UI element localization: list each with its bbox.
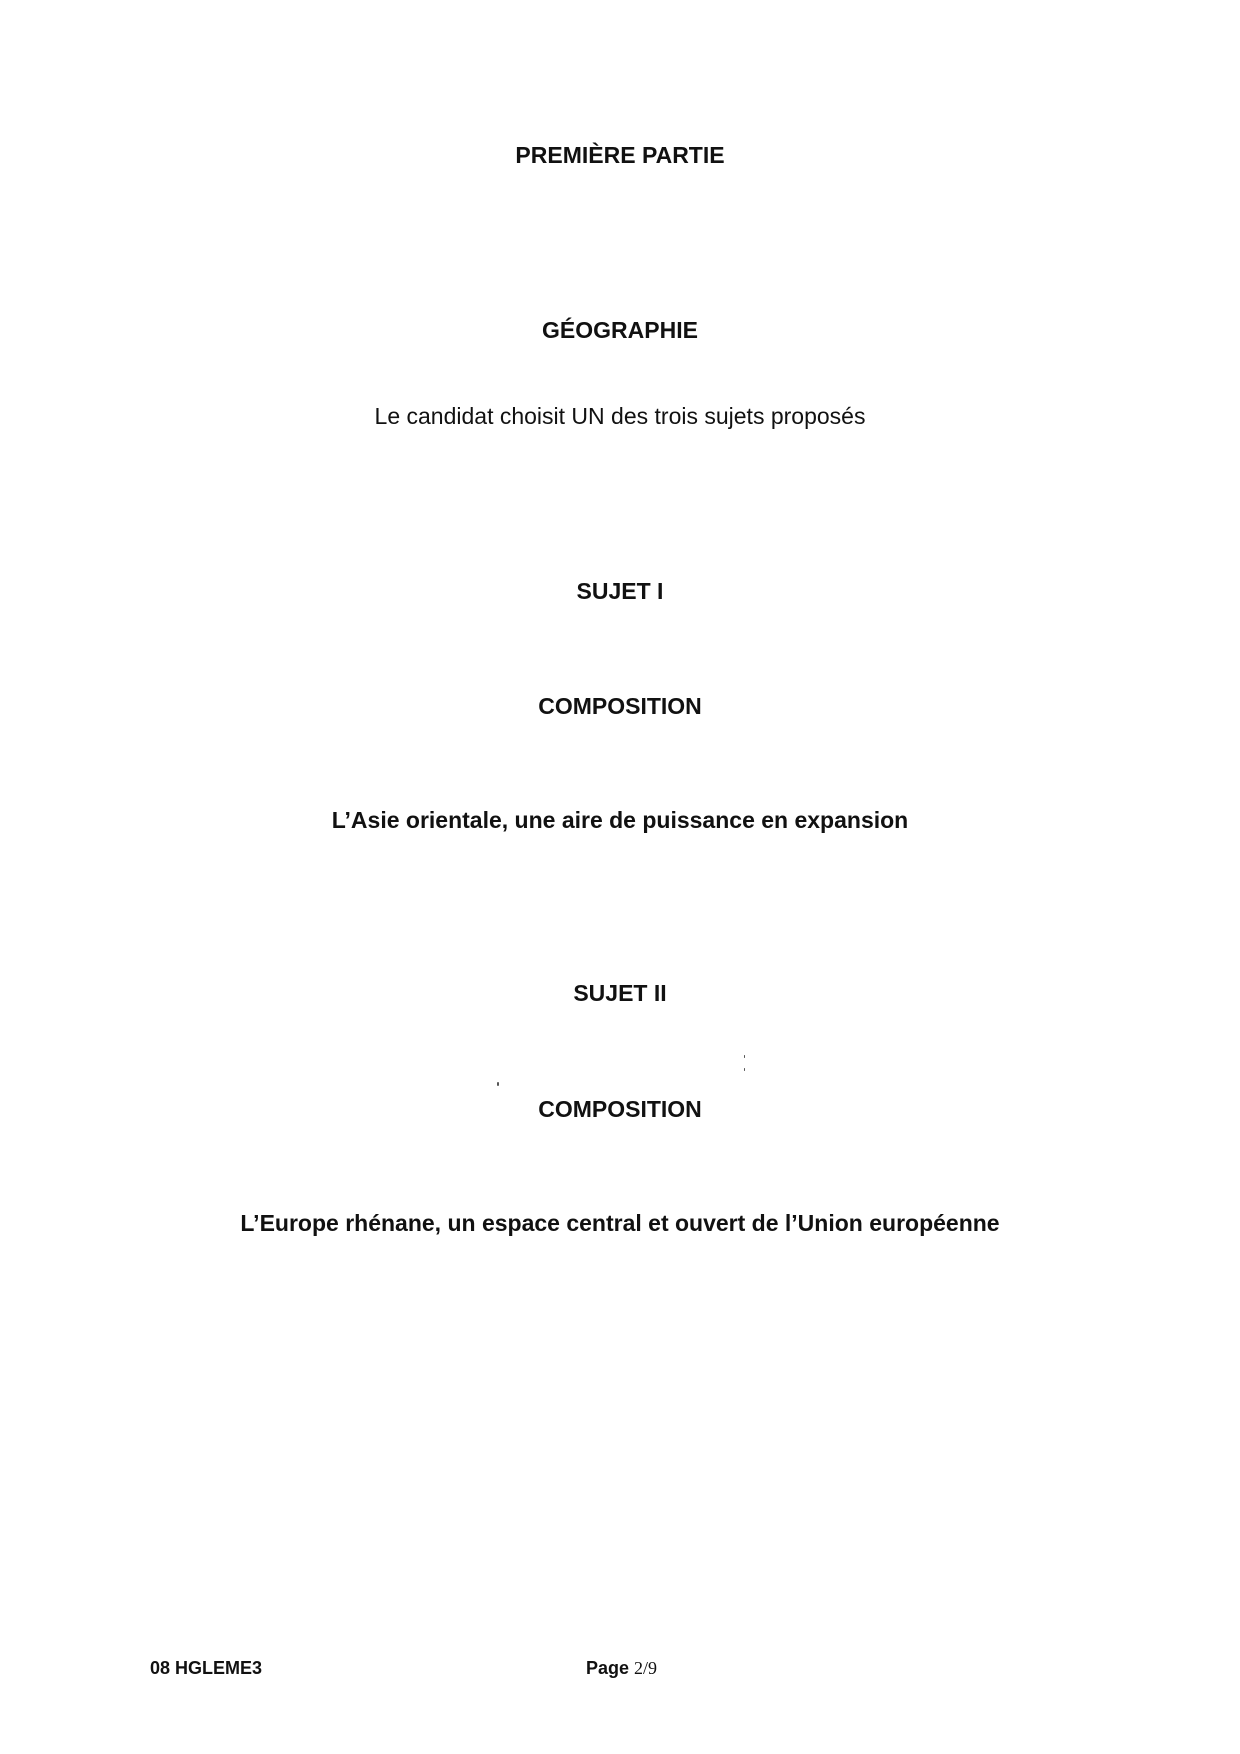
instruction-text: Le candidat choisit UN des trois sujets proposés bbox=[374, 403, 866, 429]
subject-1-type: COMPOSITION bbox=[538, 693, 702, 719]
page-number: 2/9 bbox=[634, 1658, 658, 1678]
page-label: Page bbox=[586, 1658, 630, 1678]
page-indicator bbox=[586, 1658, 657, 1679]
scan-speck bbox=[744, 1068, 745, 1071]
scan-speck bbox=[744, 1055, 745, 1058]
subject-2-title: L’Europe rhénane, un espace central et ouvert de l’Union européenne bbox=[240, 1210, 1000, 1236]
document-code: 08 HGLEME3 bbox=[150, 1658, 263, 1678]
subject-2-label: SUJET II bbox=[573, 980, 667, 1006]
subject-heading: GÉOGRAPHIE bbox=[542, 317, 698, 343]
part-heading: PREMIÈRE PARTIE bbox=[515, 142, 725, 168]
scan-speck bbox=[497, 1082, 499, 1086]
subject-1-title: L’Asie orientale, une aire de puissance en expansion bbox=[331, 807, 909, 833]
subject-2-type: COMPOSITION bbox=[538, 1096, 702, 1122]
subject-1-label: SUJET I bbox=[576, 578, 664, 604]
